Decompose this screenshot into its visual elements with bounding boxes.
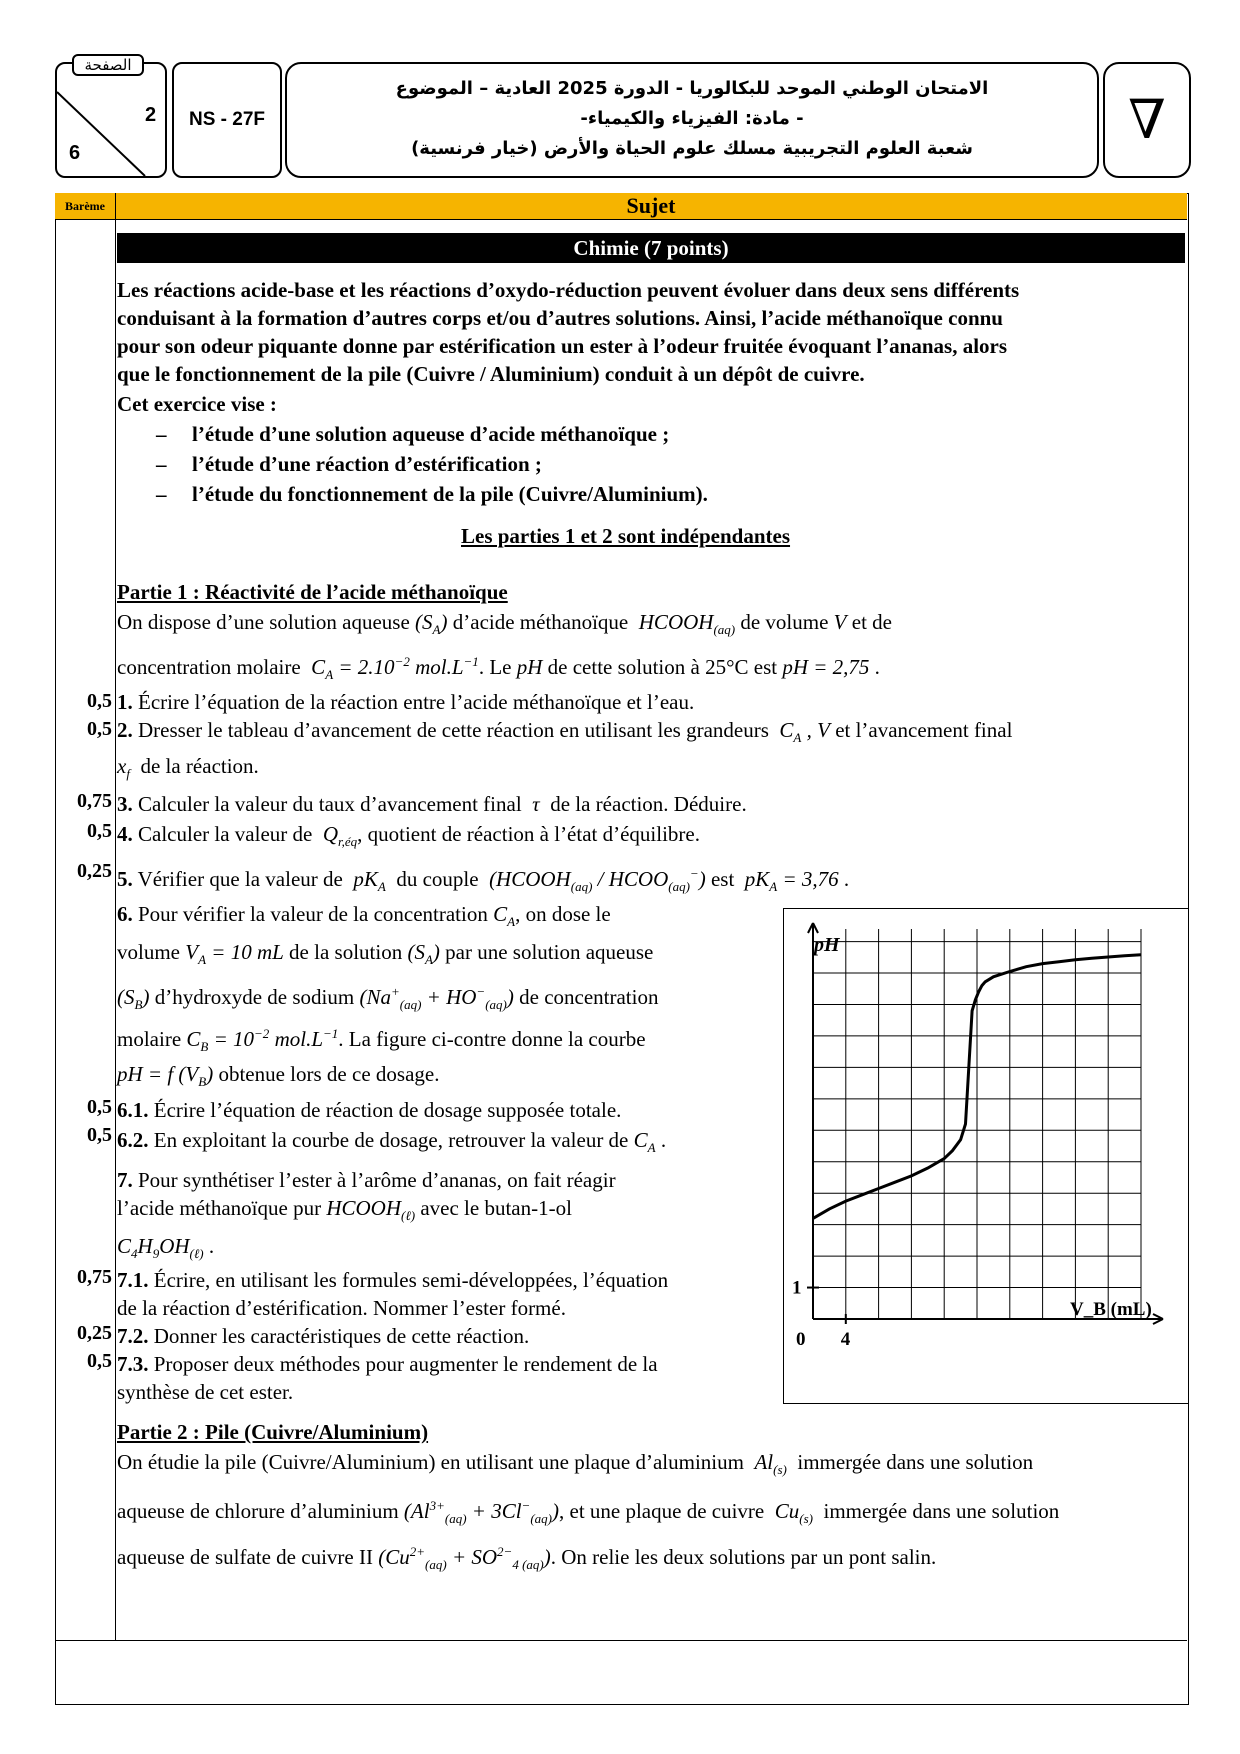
question-7-2: 7.2. Donner les caractéristiques de cette réaction. — [117, 1324, 530, 1348]
chart-grid — [813, 929, 1141, 1319]
page-total: 6 — [69, 142, 81, 164]
bareme-label: Barème — [55, 193, 116, 219]
points-q73: 0,5 — [87, 1350, 112, 1372]
exam-title-line1: الامتحان الوطني الموحد للبكالوريا - الدورة 2025 العادية – الموضوع — [395, 78, 989, 99]
question-5: 5. Vérifier que la valeur de $pK_A$ du couple ($HCOOH_{(aq)}$ / $HCOO_{(aq)}^-$) est $pK_A = 3,76$ . — [117, 866, 850, 895]
points-q62: 0,5 — [87, 1124, 112, 1146]
column-divider — [115, 220, 116, 1640]
intro-line: que le fonctionnement de la pile (Cuivre / Aluminium) conduit à un dépôt de cuivre. — [117, 362, 865, 386]
section-title: Chimie (7 points) — [117, 233, 1185, 263]
sujet-label: Sujet — [626, 193, 676, 218]
table-bottom-divider — [55, 1640, 1187, 1641]
question-7-3: 7.3. Proposer deux méthodes pour augmenter le rendement de la — [117, 1352, 658, 1376]
points-q61: 0,5 — [87, 1096, 112, 1118]
points-q2: 0,5 — [87, 718, 112, 740]
page-label: الصفحة — [72, 54, 143, 76]
question-6: 6. Pour vérifier la valeur de la concentration $C_A$, on dose le — [117, 902, 611, 930]
part2-line2: aqueuse de chlorure d’aluminium $(Al^{3+}_{(aq)} + 3Cl^-_{(aq)})$, et une plaque de cuivre $Cu_{(s)}$ immergée dans une solution — [117, 1498, 1060, 1527]
question-7: 7. Pour synthétiser l’ester à l’arôme d’ananas, on fait réagir — [117, 1168, 616, 1192]
question-6-2: 6.2. En exploitant la courbe de dosage, retrouver la valeur de $C_A$ . — [117, 1128, 667, 1156]
titration-chart — [784, 909, 1188, 1403]
exam-title-box — [285, 62, 1099, 178]
exam-title-line2: - مادة: الفيزياء والكيمياء- — [580, 108, 804, 129]
question-2-cont: $x_f$ de la réaction. — [117, 754, 259, 782]
part2-line1: On étudie la pile (Cuivre/Aluminium) en utilisant une plaque d’aluminium $Al_{(s)}$ immergée dans une solution — [117, 1450, 1034, 1478]
question-6-line4: molaire $C_B = 10^{-2}$ $mol.L^{-1}$. La figure ci-contre donne la courbe — [117, 1026, 646, 1055]
question-7-line3: $C_4H_9OH_{(\ell)}$ . — [117, 1234, 215, 1262]
points-q3: 0,75 — [77, 790, 112, 812]
part1-line1: On dispose d’une solution aqueuse $(S_A)$ d’acide méthanoïque $HCOOH_{(aq)}$ de volume V et de — [117, 610, 892, 638]
question-7-3-cont: synthèse de cet ester. — [117, 1380, 294, 1404]
exam-title-line3: شعبة العلوم التجريبية مسلك علوم الحياة والأرض (خيار فرنسية) — [411, 138, 973, 159]
question-7-line2: l’acide méthanoïque pur $HCOOH_{(\ell)}$ avec le butan-1-ol — [117, 1196, 572, 1224]
question-4: 4. Calculer la valeur de $Q_{r,éq}$, quotient de réaction à l’état d’équilibre. — [117, 822, 701, 850]
page-number: 2 — [145, 104, 157, 126]
intro-line: pour son odeur piquante donne par estérification un ester à l’odeur fruitée évoquant l’ananas, alors — [117, 334, 1008, 358]
page-number-box — [55, 56, 167, 178]
question-6-1: 6.1. Écrire l’équation de réaction de dosage supposée totale. — [117, 1098, 622, 1122]
y-tick-label: 1 — [792, 1277, 802, 1299]
question-6-line5: pH = f $(V_B)$ obtenue lors de ce dosage. — [117, 1062, 440, 1090]
bullet-dash: – — [156, 482, 167, 506]
question-6-line2: volume $V_A = 10$ mL de la solution $(S_A)$ par une solution aqueuse — [117, 940, 654, 968]
points-q5: 0,25 — [77, 860, 112, 882]
question-6-line3: $(S_B)$ d’hydroxyde de sodium $(Na^+_{(aq)} + HO^-_{(aq)})$ de concentration — [117, 984, 659, 1013]
y-axis-label: pH — [814, 934, 840, 956]
part2-line3: aqueuse de sulfate de cuivre II $(Cu^{2+}_{(aq)} + SO^{2-}_{4 (aq)})$. On relie les deux solutions par un pont salin. — [117, 1544, 937, 1573]
bullet-dash: – — [156, 452, 167, 476]
bullet-dash: – — [156, 422, 167, 446]
x-tick-label: 0 — [796, 1329, 806, 1350]
question-2: 2. Dresser le tableau d’avancement de cette réaction en utilisant les grandeurs $C_A$ , V et l’avancement final — [117, 718, 1013, 746]
x-tick-label: 4 — [840, 1329, 851, 1350]
question-7-1-cont: de la réaction d’estérification. Nommer l’ester formé. — [117, 1296, 566, 1320]
part1-title: Partie 1 : Réactivité de l’acide méthanoïque — [117, 580, 508, 604]
question-7-1: 7.1. Écrire, en utilisant les formules semi-développées, l’équation — [117, 1268, 669, 1292]
question-1: 1. Écrire l’équation de la réaction entre l’acide méthanoïque et l’eau. — [117, 690, 695, 714]
x-axis-label: V_B (mL) — [1070, 1299, 1152, 1320]
part2-title: Partie 2 : Pile (Cuivre/Aluminium) — [117, 1420, 429, 1444]
question-3: 3. Calculer la valeur du taux d’avancement final τ de la réaction. Déduire. — [117, 792, 747, 816]
exam-code: NS - 27F — [172, 62, 282, 178]
titration-graph — [783, 908, 1189, 1404]
intro-aim: Cet exercice vise : — [117, 392, 277, 416]
nabla-symbol: ∇ — [1103, 62, 1191, 178]
intro-line: Les réactions acide-base et les réactions d’oxydo-réduction peuvent évoluer dans deux sens différents — [117, 278, 1020, 302]
points-q4: 0,5 — [87, 820, 112, 842]
intro-bullet: l’étude du fonctionnement de la pile (Cuivre/Aluminium). — [192, 482, 708, 506]
intro-bullet: l’étude d’une solution aqueuse d’acide méthanoïque ; — [192, 422, 670, 446]
part1-line2: concentration molaire $C_A = 2.10^{-2}$ $mol.L^{-1}$. Le pH de cette solution à 25°C est pH = 2,75 . — [117, 654, 880, 683]
points-q72: 0,25 — [77, 1322, 112, 1344]
intro-bullet: l’étude d’une réaction d’estérification ; — [192, 452, 542, 476]
intro-line: conduisant à la formation d’autres corps et/ou d’autres solutions. Ainsi, l’acide méthanoïque connu — [117, 306, 1003, 330]
parts-independent-note: Les parties 1 et 2 sont indépendantes — [461, 524, 791, 548]
points-q1: 0,5 — [87, 690, 112, 712]
points-q71: 0,75 — [77, 1266, 112, 1288]
